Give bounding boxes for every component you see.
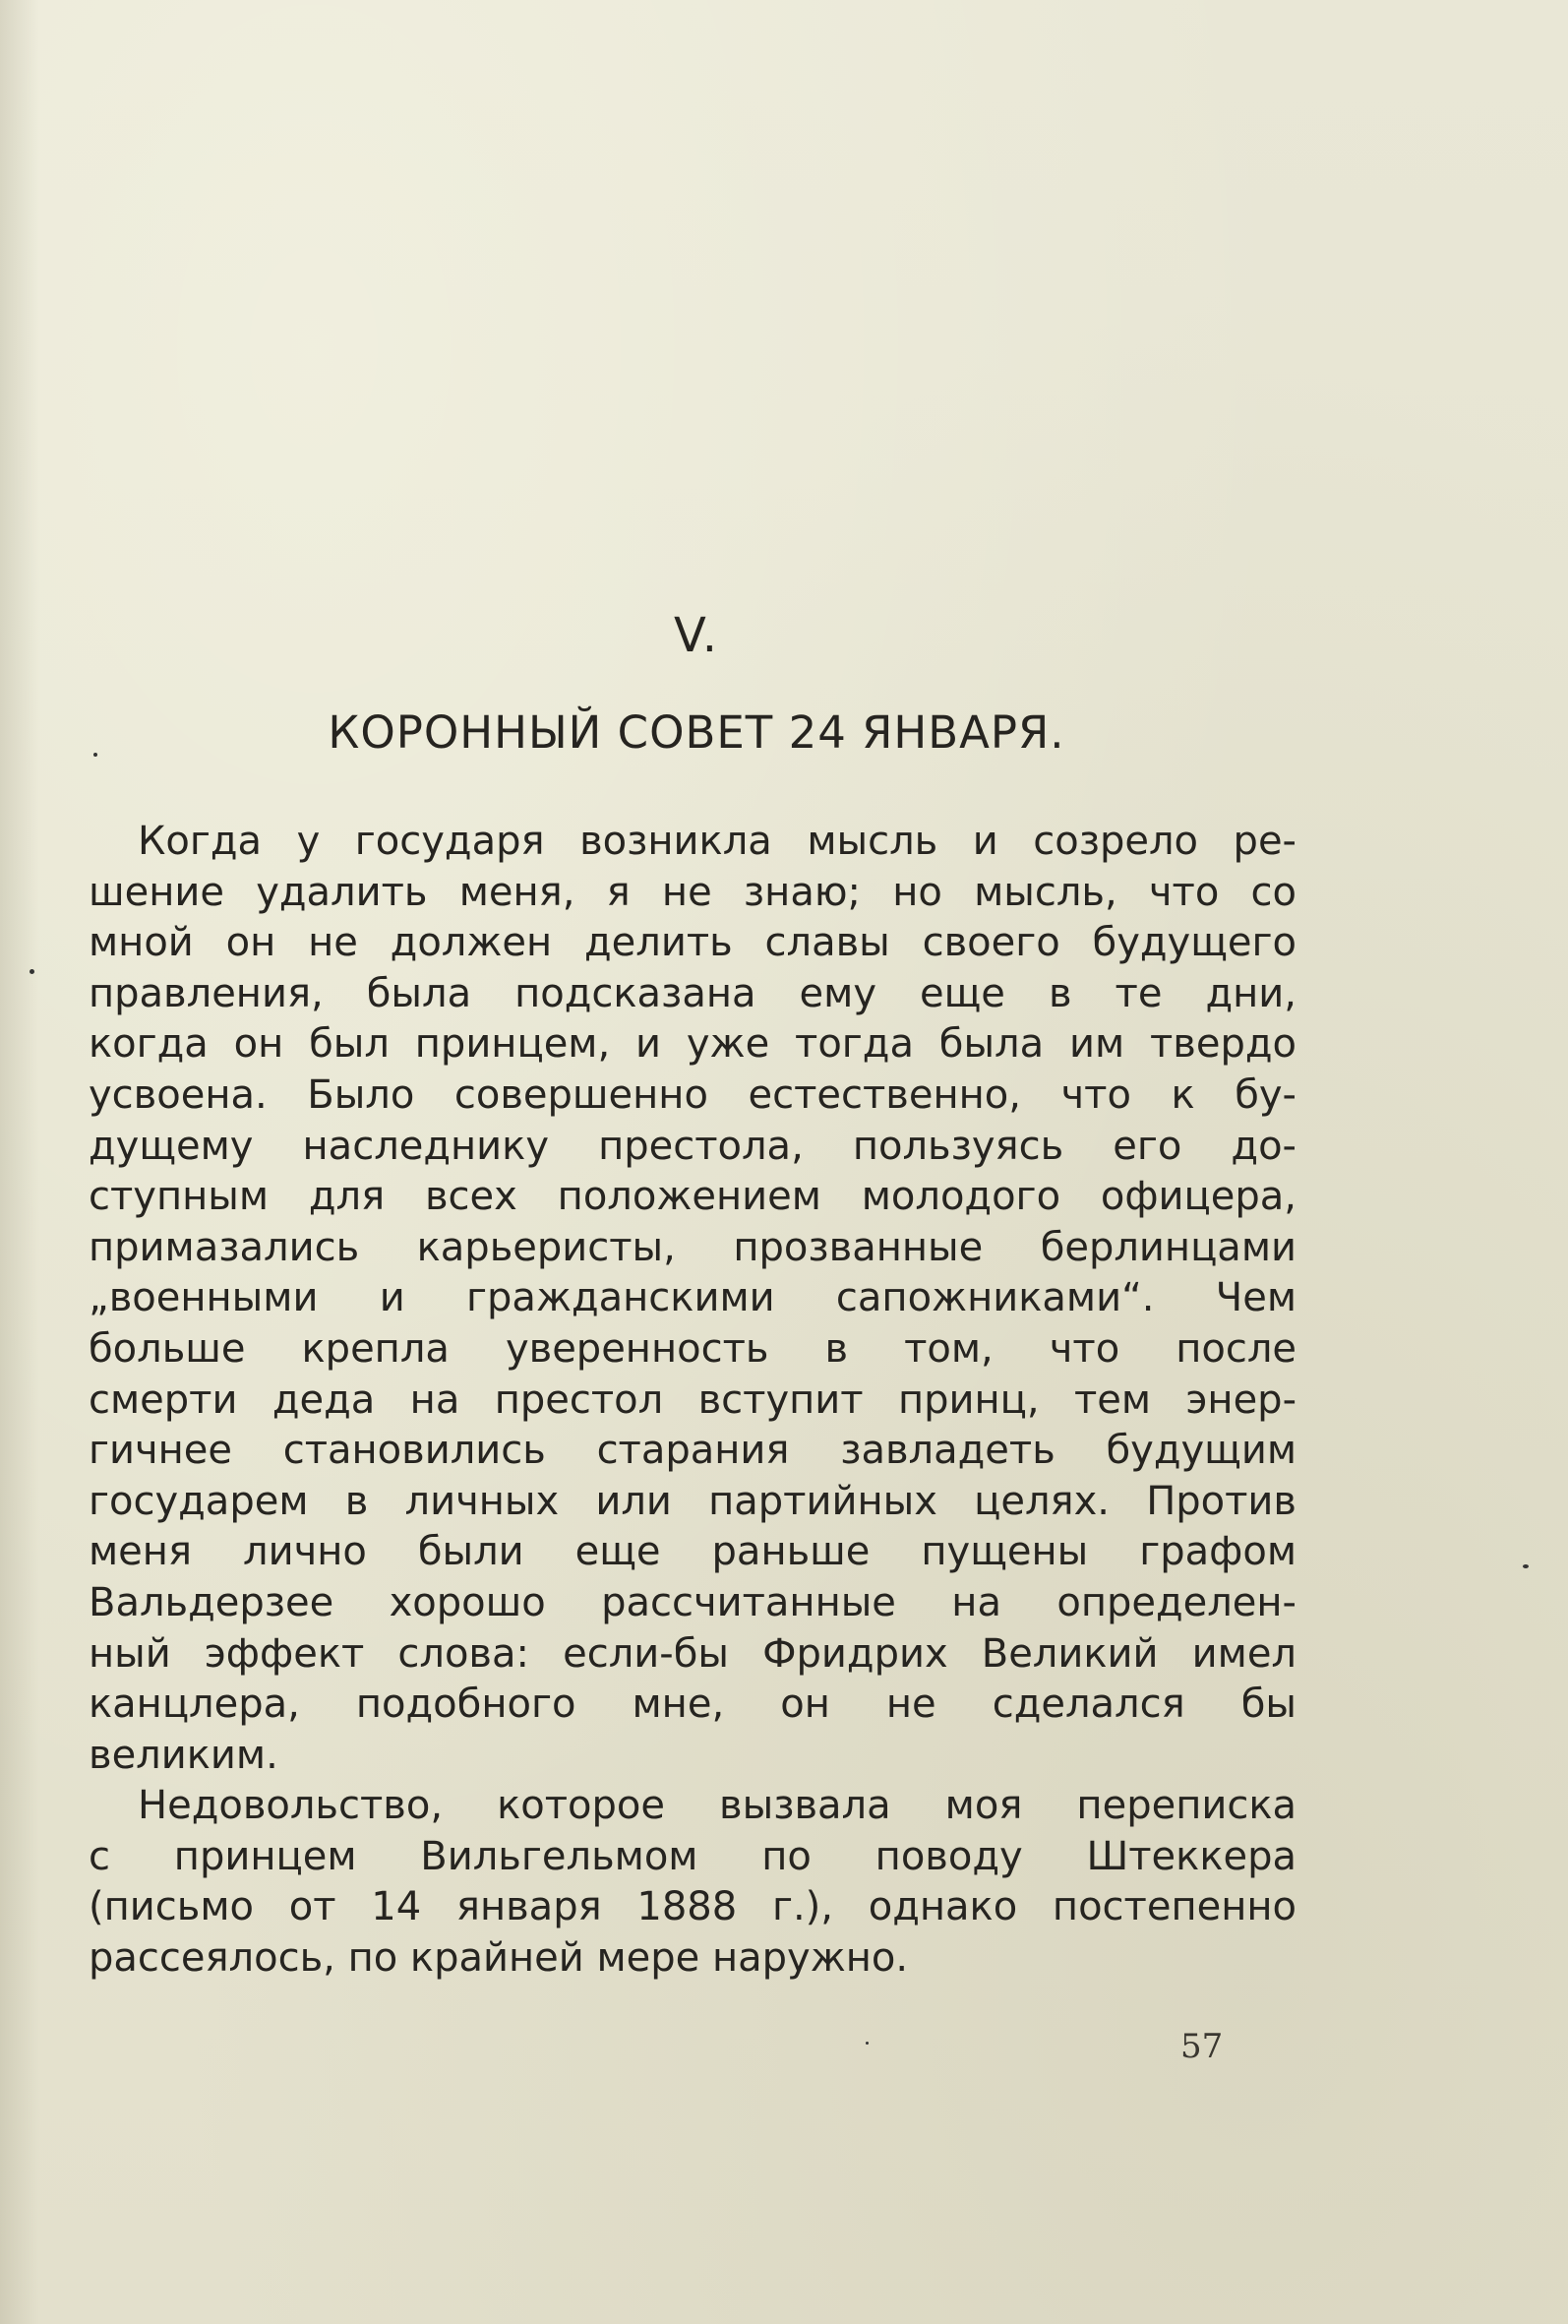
text-line: больше крепла уверенность в том, что после (89, 1325, 1297, 1372)
text-line: (письмо от 14 января 1888 г.), однако постепенно (89, 1884, 1297, 1930)
text-line: правления, была подсказана ему еще в те дни, (89, 970, 1297, 1016)
chapter-number: V. (674, 608, 719, 663)
text-line: смерти деда на престол вступит принц, тем энер- (89, 1376, 1297, 1423)
text-line: когда он был принцем, и уже тогда была им твердо (89, 1021, 1297, 1068)
text-line: Вальдерзее хорошо рассчитанные на определен- (89, 1579, 1297, 1625)
text-line: ный эффект слова: если-бы Фридрих Великий имел (89, 1630, 1297, 1677)
text-line: дущему наследнику престола, пользуясь его до- (89, 1123, 1297, 1169)
text-line: шение удалить меня, я не знаю; но мысль, что со (89, 869, 1297, 915)
text-line: Когда у государя возникла мысль и созрело ре- (138, 819, 1297, 864)
text-line: Недовольство, которое вызвала моя переписка (138, 1783, 1297, 1829)
text-line: гичнее становились старания завладеть будущим (89, 1428, 1297, 1474)
paper-speck (1523, 1564, 1529, 1568)
text-line: ступным для всех положением молодого офицера, (89, 1174, 1297, 1220)
paragraph-2 (89, 1781, 1297, 1984)
text-line: меня лично были еще раньше пущены графом (89, 1529, 1297, 1575)
text-line: с принцем Вильгельмом по поводу Штеккера (89, 1833, 1297, 1879)
paper-speck (30, 969, 34, 974)
text-line: „военными и гражданскими сапожниками“. Чем (89, 1275, 1297, 1321)
text-line: государем в личных или партийных целях. Против (89, 1478, 1297, 1524)
paper-speck (93, 753, 97, 757)
page-number: 57 (1180, 2027, 1224, 2066)
page-edge-shadow (0, 0, 39, 2324)
text-line: усвоена. Было совершенно естественно, что к бу- (89, 1071, 1297, 1118)
chapter-title: КОРОННЫЙ СОВЕТ 24 ЯНВАРЯ. (328, 706, 1065, 759)
paragraph-1 (89, 817, 1297, 1781)
text-line: великим. (89, 1732, 278, 1778)
body-text (89, 817, 1297, 1985)
text-line: примазались карьеристы, прозванные берлинцами (89, 1224, 1297, 1270)
text-line: канцлера, подобного мне, он не сделался бы (89, 1682, 1297, 1728)
text-line: рассеялось, по крайней мере наружно. (89, 1935, 909, 1982)
text-line: мной он не должен делить славы своего будущего (89, 920, 1297, 966)
paper-speck (866, 2042, 869, 2045)
